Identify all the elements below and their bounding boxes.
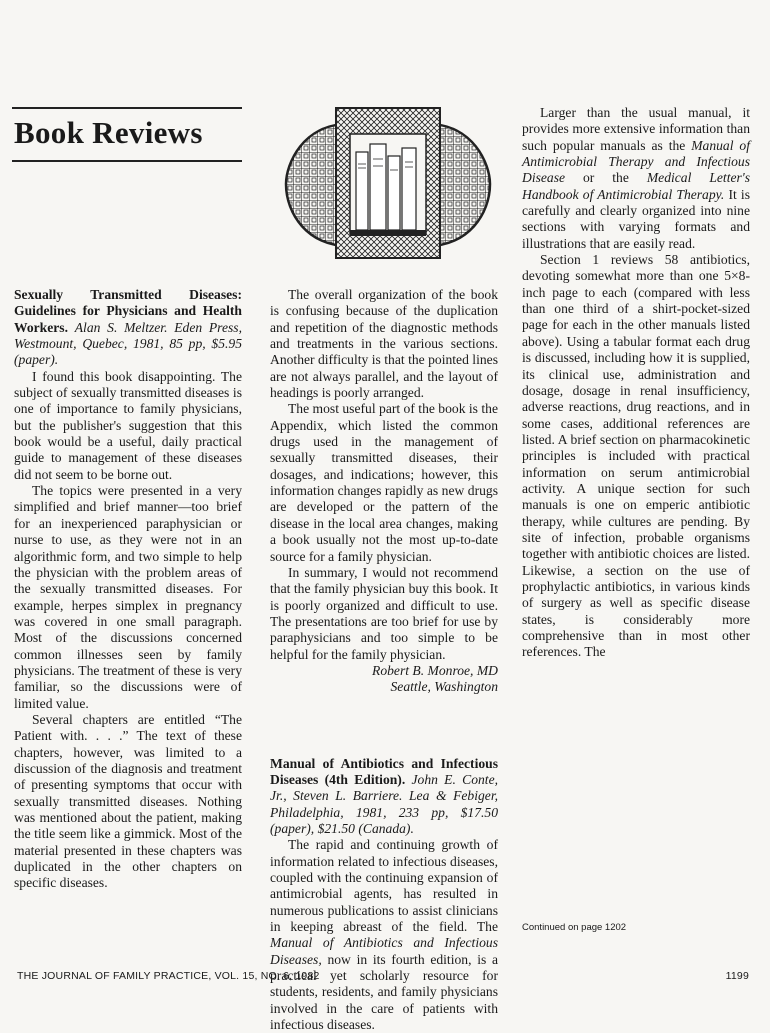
book-reviews-logo-illustration bbox=[278, 104, 498, 264]
journal-citation: THE JOURNAL OF FAMILY PRACTICE, VOL. 15, NO. 6, 1982 bbox=[17, 970, 320, 982]
page-number: 1199 bbox=[725, 970, 749, 982]
review1-paragraph: The topics were presented in a very simplified and brief manner—too brief for an inexperienced paraphysician or nurse to use, as they were not in an algorithmic form, and two simple to help the physician with the problem areas of the sexually transmitted diseases. For example, herpes simplex in pregnancy was covered in one small paragraph. Most of the discussions concerned common illnesses seen by family physicians. The treatment of these is very familiar, so the discussions were of limited value. bbox=[14, 483, 242, 711]
review2-citation bbox=[270, 756, 498, 838]
book-title: Manual of Antimicrobial Therapy and Infectious Disease bbox=[522, 137, 750, 186]
review2-paragraph: The rapid and continuing growth of information related to infectious diseases, coupled with the continuing expansion of antimicrobial agents, has resulted in numerous publications to assist clinicians in keeping abreast of the field. The Manual of Antibiotics and Infectious Diseases, now in its fourth edition, is a practical yet scholarly resource for students, residents, and family physicians involved in the care of patients with infectious diseases. bbox=[270, 837, 498, 1033]
book-title: Medical Letter's Handbook of Antimicrobial Therapy. bbox=[522, 170, 750, 202]
review1-paragraph: In summary, I would not recommend that the family physician buy this book. It is poorly organized and difficult to use. The presentations are too brief for use by paraphysicians and too simple to be helpful for the family physician. bbox=[270, 564, 498, 662]
top-rule bbox=[12, 107, 242, 109]
reviewer-location: Seattle, Washington bbox=[390, 679, 498, 695]
review2-paragraph: Section 1 reviews 58 antibiotics, devoting somewhat more than one 5×8-inch page to each (compared with less than one third of a shirt-pocket-sized page for each in the other manuals listed above). Using a tabular format each drug is discussed, including how it is supplied, its clinical use, administration and dosage, dosage in renal insufficiency, adverse reactions, drug reactions, and in some cases, additional references are listed. A brief section on pharmacokinetic principles is included with practical information on serum antimicrobial activity. A unique section for such manuals is one on emperic antibiotic therapy, while cultures are pending. By site of infection, probable organisms together with antibiotic choices are listed. Likewise, a section on the use of prophylactic antibiotics, in various kinds of surgery as well as specific disease states, is considerably more comprehensive than in most other references. The bbox=[522, 252, 750, 660]
book-title: Manual of Antibiotics and Infectious Diseases, bbox=[270, 935, 498, 967]
review1-paragraph: The most useful part of the book is the Appendix, which listed the common drugs used in the management of sexually transmitted diseases, their dosages, and indications; however, this information changes rapidly as new drugs are developed or the pattern of the disease in the local area changes, making a book usually not the most up-to-date source for a family physician. bbox=[270, 401, 498, 564]
review1-bibliography: Alan S. Meltzer. Eden Press, Westmount, Quebec, 1981, 85 pp, $5.95 (paper). bbox=[14, 319, 242, 368]
review1-paragraph: I found this book disappointing. The subject of sexually transmitted diseases is one of importance to family physicians, but the publisher's suggestion that this book would be a useful, daily practical guide to management of these diseases did not seem to be borne out. bbox=[14, 368, 242, 482]
column-right bbox=[522, 105, 750, 661]
section-header bbox=[12, 107, 242, 162]
section-title: Book Reviews bbox=[14, 115, 203, 150]
review1-paragraph: The overall organization of the book is confusing because of the duplication and repetition of the diagnostic methods and treatments in the various sections. Another difficulty is that the pointed lines are not always parallel, and the layout of headings is poorly arranged. bbox=[270, 287, 498, 401]
column-middle bbox=[270, 287, 498, 1033]
review2-bibliography: John E. Conte, Jr., Steven L. Barriere. Lea & Febiger, Philadelphia, 1981, 233 pp, $17.50 (paper), $21.50 (Canada). bbox=[270, 771, 498, 836]
column-left bbox=[14, 287, 242, 892]
review1-citation bbox=[14, 287, 242, 369]
review1-paragraph: Several chapters are entitled “The Patient with. . . .” The text of these chapters, however, was limited to a discussion of the diagnosis and treatment of presenting symptoms that occur with sexually transmitted diseases. Nothing was mentioned about the patient, making the title seem like a gimmick. Most of the material presented in these chapters was duplicated in the other chapters on specific diseases. bbox=[14, 711, 242, 891]
review1-title: Sexually Transmitted Diseases: Guidelines for Physicians and Health Workers. bbox=[14, 287, 242, 335]
bottom-rule bbox=[12, 160, 242, 162]
page-footer bbox=[17, 970, 757, 982]
review2-title: Manual of Antibiotics and Infectious Diseases (4th Edition). bbox=[270, 755, 498, 787]
continued-note: Continued on page 1202 bbox=[522, 922, 627, 933]
review2-paragraph: Larger than the usual manual, it provides more extensive information than such popular manuals as the Manual of Antimicrobial Therapy and Infectious Disease or the Medical Letter's Handbook of Antimicrobial Therapy. It is carefully and clearly organized into nine sections with varying formats and illustrations that are easily read. bbox=[522, 105, 750, 251]
reviewer-name: Robert B. Monroe, MD bbox=[372, 662, 498, 678]
